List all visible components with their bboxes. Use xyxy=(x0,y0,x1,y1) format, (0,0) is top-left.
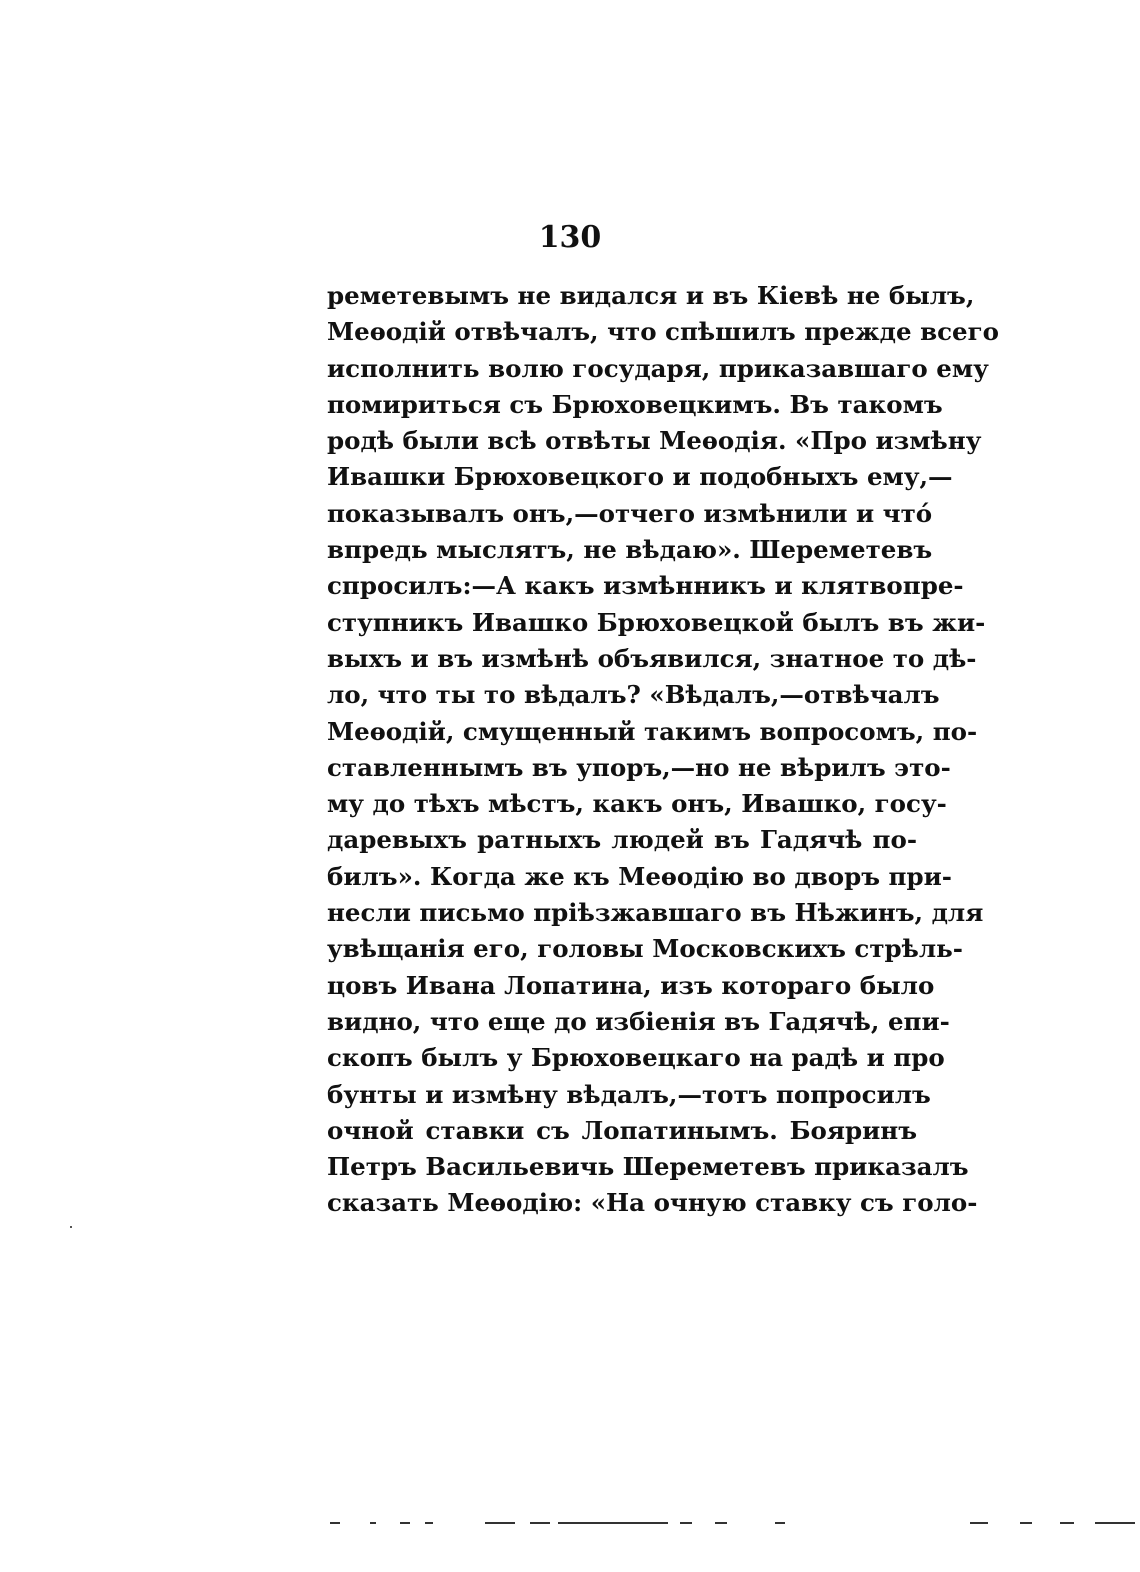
scan-mark xyxy=(530,1522,550,1524)
body-text xyxy=(327,278,999,1222)
page-number: 130 xyxy=(538,220,602,255)
scan-mark xyxy=(485,1522,515,1524)
text-line: Ивашки Брюховецкого и подобныхъ ему,— xyxy=(327,462,953,492)
scan-mark xyxy=(425,1522,433,1524)
scan-mark xyxy=(680,1522,692,1524)
text-line: помириться съ Брюховецкимъ. Въ такомъ xyxy=(327,389,943,419)
text-line: цовъ Ивана Лопатина, изъ котораго было xyxy=(327,970,935,1000)
text-line: ставленнымъ въ упоръ,—но не вѣрилъ это- xyxy=(327,752,951,782)
text-line: впредь мыслятъ, не вѣдаю». Шереметевъ xyxy=(327,535,933,565)
text-line: даревыхъ ратныхъ людей въ Гадячѣ по- xyxy=(327,825,917,855)
text-line: очной ставки съ Лопатинымъ. Бояринъ xyxy=(327,1115,917,1145)
text-line: билъ». Когда же къ Меѳодію во дворъ при- xyxy=(327,861,952,891)
scan-edge-marks xyxy=(330,1518,1140,1530)
text-line: увѣщанія его, головы Московскихъ стрѣль- xyxy=(327,934,963,964)
text-line: исполнить волю государя, приказавшаго ему xyxy=(327,353,989,383)
scan-mark xyxy=(1095,1522,1135,1524)
scan-mark xyxy=(400,1522,410,1524)
scan-mark xyxy=(370,1522,376,1524)
text-line: Меѳодій отвѣчалъ, что спѣшилъ прежде всего xyxy=(327,317,999,347)
text-line: выхъ и въ измѣнѣ объявился, знатное то дѣ- xyxy=(327,643,977,673)
scan-mark xyxy=(715,1522,727,1524)
scan-mark xyxy=(558,1522,668,1524)
text-line: показывалъ онъ,—отчего измѣнили и что́ xyxy=(327,498,933,528)
text-line: му до тѣхъ мѣстъ, какъ онъ, Ивашко, госу- xyxy=(327,789,947,819)
text-line: несли письмо пріѣзжавшаго въ Нѣжинъ, для xyxy=(327,898,984,928)
text-line: Меѳодій, смущенный такимъ вопросомъ, по- xyxy=(327,716,978,746)
text-line: скопъ былъ у Брюховецкаго на радѣ и про xyxy=(327,1043,945,1073)
text-line: реметевымъ не видался и въ Кіевѣ не былъ, xyxy=(327,281,975,310)
scan-mark xyxy=(970,1522,988,1524)
scan-mark xyxy=(1020,1522,1032,1524)
scan-mark xyxy=(775,1522,785,1524)
scan-mark xyxy=(1060,1522,1074,1524)
text-line: ло, что ты то вѣдалъ? «Вѣдалъ,—отвѣчалъ xyxy=(327,680,940,710)
text-line: бунты и измѣну вѣдалъ,—тотъ попросилъ xyxy=(327,1079,931,1109)
text-line: спросилъ:—А какъ измѣнникъ и клятвопре- xyxy=(327,571,964,601)
scan-speck xyxy=(70,1226,72,1228)
text-line: сказать Меѳодію: «На очную ставку съ голо- xyxy=(327,1188,978,1218)
text-line: ступникъ Ивашко Брюховецкой былъ въ жи- xyxy=(327,607,986,637)
scan-mark xyxy=(330,1522,340,1524)
text-line: видно, что еще до избіенія въ Гадячѣ, епи- xyxy=(327,1006,950,1036)
text-line: родѣ были всѣ отвѣты Меѳодія. «Про измѣну xyxy=(327,426,982,456)
text-line: Петръ Васильевичь Шереметевъ приказалъ xyxy=(327,1152,969,1182)
